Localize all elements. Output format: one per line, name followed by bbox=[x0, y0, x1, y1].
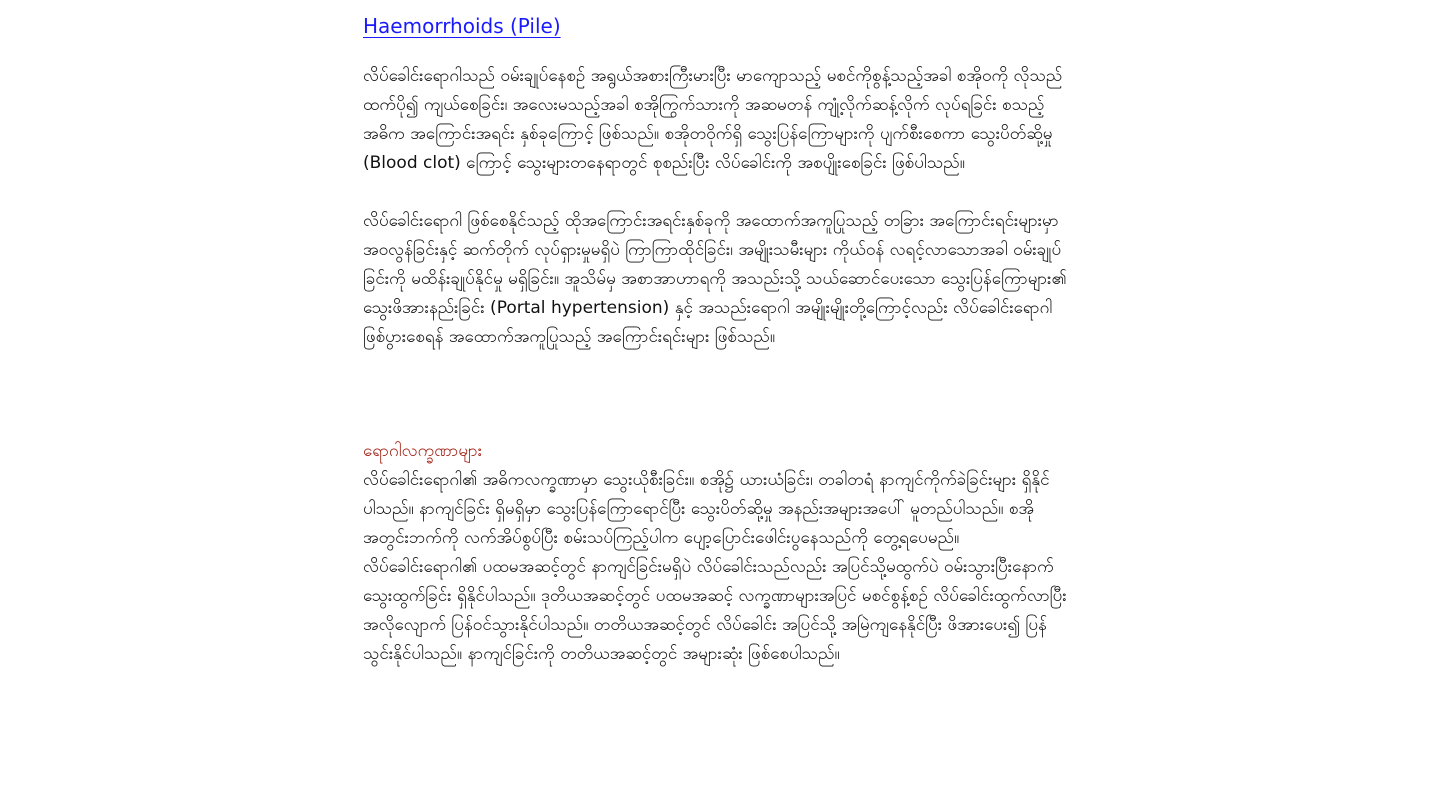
article-paragraph-contributing-factors: လိပ်ခေါင်းရောဂါ ဖြစ်စေနိုင်သည့် ထိုအကြောင်းအရင်းနှစ်ခုကို အထောက်အကူပြုသည့် တခြား အကြောင်းရင်းများမှာ အဝလွန်ခြင်းနှင့် ဆက်တိုက် လုပ်ရှားမှုမရှိပဲ ကြာကြာထိုင်ခြင်း၊ အမျိုးသမီးများ ကိုယ်ဝန် လရင့်လာသောအခါ ဝမ်းချုပ်ခြင်းကို မထိန်းချုပ်နိုင်မှု မရှိခြင်း။ အူသိမ်မှ အစာအာဟာရကို အသည်းသို့ သယ်ဆောင်ပေးသော သွေးပြန်ကြောများ၏ သွေးဖိအားနည်းခြင်း (Portal hypertension) နှင့် အသည်းရောဂါ အမျိုးမျိုးတို့ကြောင့်လည်း လိပ်ခေါင်းရောဂါ ဖြစ်ပွားစေရန် အထောက်အကူပြုသည့် အကြောင်းရင်းများ ဖြစ်သည်။ bbox=[363, 211, 1067, 347]
symptoms-heading: ရောဂါလက္ခဏာများ bbox=[363, 441, 483, 461]
article bbox=[363, 12, 1073, 669]
article-paragraph-causes: လိပ်ခေါင်းရောဂါသည် ဝမ်းချုပ်နေစဉ် အရွယ်အစားကြီးမားပြီး မာကျောသည့် မစင်ကိုစွန့်သည့်အခါ စအိုဝကို လိုသည်ထက်ပို၍ ကျယ်စေခြင်း၊ အလေးမသည့်အခါ စအိုကြွက်သားကို အဆမတန် ကျုံ့လိုက်ဆန့်လိုက် လုပ်ရခြင်း စသည့်အဓိက အကြောင်းအရင်း နှစ်ခုကြောင့် ဖြစ်သည်။ စအိုတဝိုက်ရှိ သွေးပြန်ကြောများကို ပျက်စီးစေကာ သွေးပိတ်ဆို့မှု (Blood clot) ကြောင့် သွေးများတနေရာတွင် စုစည်းပြီး လိပ်ခေါင်းကို အစပျိုးစေခြင်း ဖြစ်ပါသည်။ bbox=[363, 66, 1063, 173]
article-title-link[interactable]: Haemorrhoids (Pile) bbox=[363, 14, 561, 38]
article-paragraph-symptoms: လိပ်ခေါင်းရောဂါ၏ အဓိကလက္ခဏာမှာ သွေးယိုစီးခြင်း။ စအို၌ ယားယံခြင်း၊ တခါတရံ နာကျင်ကိုက်ခဲခြင်းများ ရှိနိုင်ပါသည်။ နာကျင်ခြင်း ရှိမရှိမှာ သွေးပြန်ကြောရောင်ပြီး သွေးပိတ်ဆို့မှု အနည်းအများအပေါ် မူတည်ပါသည်။ စအိုအတွင်းဘက်ကို လက်အိပ်စွပ်ပြီး စမ်းသပ်ကြည့်ပါက ပျော့ပြောင်းဖေါင်းပွနေသည်ကို တွေ့ရပေမည်။ လိပ်ခေါင်းရောဂါ၏ ပထမအဆင့်တွင် နာကျင်ခြင်းမရှိပဲ လိပ်ခေါင်းသည်လည်း အပြင်သို့မထွက်ပဲ ဝမ်းသွားပြီးနောက် သွေးထွက်ခြင်း ရှိနိုင်ပါသည်။ ဒုတိယအဆင့်တွင် ပထမအဆင့် လက္ခဏာများအပြင် မစင်စွန့်စဉ် လိပ်ခေါင်းထွက်လာပြီး အလိုလျောက် ပြန်ဝင်သွားနိုင်ပါသည်။ တတိယအဆင့်တွင် လိပ်ခေါင်း အပြင်သို့ အမြဲကျနေနိုင်ပြီး ဖိအားပေး၍ ပြန်သွင်းနိုင်ပါသည်။ နာကျင်ခြင်းကို တတိယအဆင့်တွင် အများဆုံး ဖြစ်စေပါသည်။ bbox=[363, 470, 1067, 664]
